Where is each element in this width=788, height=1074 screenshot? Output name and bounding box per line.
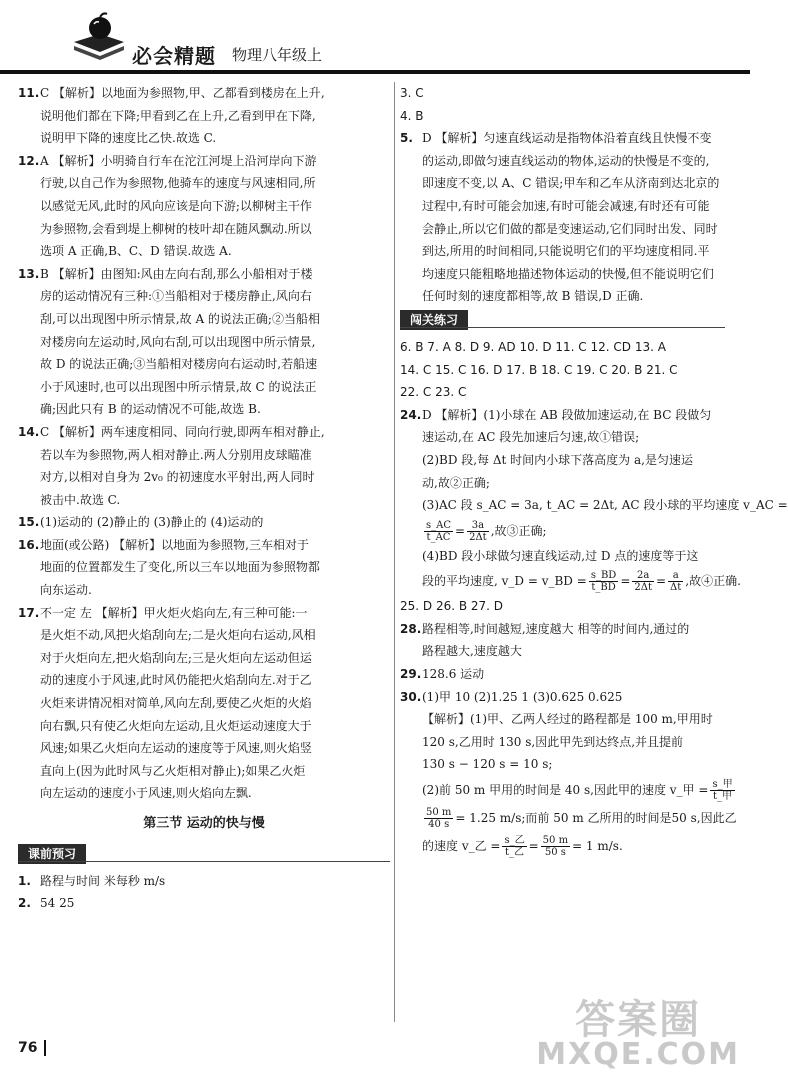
text-line: (1)甲 10 (2)1.25 1 (3)0.625 0.625	[422, 689, 623, 704]
formula-line: 段的平均速度, v_D = v_BD = $\frac{s\_BD}{t\_BD}$ = $\frac{2a}{2\Delta t}$ = $\frac{a}{\Delta t}$ ,故④正确.	[422, 570, 741, 594]
watermark	[536, 997, 740, 1072]
page-header	[0, 0, 750, 74]
text-line: 路程越大,速度越大	[422, 644, 522, 659]
numerator: a	[668, 570, 683, 582]
denominator: Δt	[670, 582, 682, 594]
answer-5	[400, 127, 725, 308]
item-number: 14.	[18, 424, 40, 439]
text-line: 被击中.故选 C.	[40, 492, 121, 507]
left-column	[18, 82, 390, 915]
text-line: D 【解析】(1)小球在 AB 段做加速运动,在 BC 段做匀	[422, 407, 712, 422]
answer-13	[18, 263, 390, 421]
text-line: 54 25	[40, 896, 75, 911]
denominator: t_乙	[505, 847, 525, 859]
text-line: 向左运动的速度小于风速,则火焰向左飘.	[40, 786, 252, 801]
answer-17	[18, 602, 390, 805]
text-line: 速运动,在 AC 段先加速后匀速,故①错误;	[422, 430, 640, 445]
text-line: A 【解析】小明骑自行车在沱江河堤上沿河岸向下游	[40, 153, 317, 168]
text-line: 即速度不变,以 A、C 错误;甲车和乙车从济南到达北京的	[422, 176, 720, 191]
text-line: (1)运动的 (2)静止的 (3)静止的 (4)运动的	[40, 515, 264, 530]
subject-title: 物理八年级上	[232, 46, 323, 64]
answer-16	[18, 534, 390, 602]
item-number: 2.	[18, 896, 31, 911]
fraction	[467, 520, 489, 543]
column-divider	[394, 82, 395, 1022]
text-line: 过程中,有时可能会加速,有时可能会减速,有时还有可能	[422, 198, 710, 213]
text-line: 选项 A 正确,B、C、D 错误.故选 A.	[40, 244, 232, 259]
text-line: (3)AC 段 s_AC = 3a, t_AC = 2Δt, AC 段小球的平均速度 v_AC =	[422, 498, 788, 513]
text-line: 小于风速时,也可以出现图中所示情景,故 C 的说法正	[40, 379, 317, 394]
item-number: 15.	[18, 515, 40, 530]
text-line: 路程与时间 米每秒 m/s	[40, 873, 166, 888]
page-number-bar	[44, 1040, 46, 1056]
item-number: 11.	[18, 86, 40, 100]
item-number: 16.	[18, 537, 40, 552]
text-line: 动的速度小于风速,此时风仍能把火焰刮向左.对于乙	[40, 673, 312, 688]
denominator: t_甲	[712, 791, 733, 803]
item-number: 24.	[400, 407, 422, 422]
formula-line	[422, 804, 737, 832]
item-number: 30.	[400, 689, 422, 704]
answer-row-25: 25. D 26. B 27. D	[400, 599, 504, 614]
preview-answer-1	[18, 870, 390, 893]
answer-14	[18, 421, 390, 511]
page-number: 76	[18, 1040, 38, 1056]
badge-rule	[400, 327, 725, 328]
text-line: 火炬来讲情况相对简单,风向左刮,要使乙火炬的火焰	[40, 696, 312, 711]
badge-rule	[18, 861, 390, 862]
text-line: 说明他们都在下降;甲看到乙在上升,乙看到甲在下降,	[40, 108, 316, 123]
text-line: 的运动,即做匀速直线运动的物体,运动的快慢是不变的,	[422, 153, 710, 168]
item-number: 28.	[400, 621, 422, 636]
formula-line: 的速度 v_乙 = $\frac{\text{s\_乙}}{\text{t\_乙}}$ = $\frac{50 m}{50 s}$ = 1 m/s.	[422, 835, 623, 859]
book-apple-icon	[70, 12, 128, 62]
text-line: C 【解析】以地面为参照物,甲、乙都看到楼房在上升,	[40, 86, 325, 100]
text-span: = 1.25 m/s;而前 50 m 乙所用的时间是50 s,因此乙	[455, 811, 737, 826]
numerator: s_乙	[504, 835, 525, 847]
brand-title: 必会精题	[132, 44, 216, 68]
fraction	[589, 570, 619, 593]
numerator: 50 m	[542, 835, 569, 847]
answer-row-2: 14. C 15. C 16. D 17. B 18. C 19. C 20. B 21. C	[400, 362, 678, 377]
fraction	[632, 570, 654, 593]
text-line: 128.6 运动	[422, 667, 485, 682]
item-number: 12.	[18, 153, 40, 168]
preview-badge-row	[18, 842, 390, 870]
drill-badge-row	[400, 308, 725, 336]
text-line: 任何时刻的速度都相等,故 B 错误,D 正确.	[422, 289, 644, 304]
fraction	[424, 807, 453, 830]
preview-answer-2	[18, 892, 390, 915]
text-line: 故 D 的说法正确;③当船相对楼房向右运动时,若船速	[40, 357, 318, 372]
numerator: s_AC	[426, 519, 452, 531]
text-line: 为参照物,会看到堤上柳树的枝叶却在随风飘动.所以	[40, 221, 312, 236]
fraction	[424, 520, 453, 543]
text-line: 对楼房向左运动时,风向右刮,可以出现图中所示情景,	[40, 334, 316, 349]
item-number: 13.	[18, 266, 40, 281]
denominator: t_AC	[426, 531, 451, 543]
text-line: 地面(或公路) 【解析】以地面为参照物,三车相对于	[40, 537, 309, 552]
text-line: 对于火炬向左,把火焰刮向左;三是火炬向左运动但运	[40, 650, 312, 665]
denominator: t_BD	[591, 582, 616, 594]
text-line: (4)BD 段小球做匀速直线运动,过 D 点的速度等于这	[422, 548, 699, 563]
text-line: 不一定 左 【解析】甲火炬火焰向左,有三种可能:一	[40, 605, 308, 620]
section-title: 第三节 运动的快与慢	[143, 816, 265, 831]
answer-12	[18, 150, 390, 263]
text-line: 对方,以相对自身为 2v₀ 的初速度水平射出,两人同时	[40, 470, 315, 485]
watermark-line-1: 答案圈	[575, 997, 702, 1043]
text-line: D 【解析】匀速直线运动是指物体沿着直线且快慢不变	[422, 131, 712, 146]
text-line: 地面的位置都发生了变化,所以三车以地面为参照物都	[40, 560, 320, 575]
answer-11	[18, 82, 390, 150]
text-line: 会静止,所以它们做的都是变速运动,它们同时出发、同时	[422, 221, 718, 236]
item-number: 29.	[400, 667, 422, 682]
answer-row-1: 6. B 7. A 8. D 9. AD 10. D 11. C 12. CD 13. A	[400, 339, 666, 354]
answer-24	[400, 404, 788, 596]
item-number: 5.	[400, 131, 413, 146]
answer-29	[400, 663, 725, 686]
numerator: 2a	[632, 570, 654, 582]
denominator: 40 s	[428, 819, 450, 831]
denominator: 2Δt	[634, 582, 652, 594]
text-line: 向东运动.	[40, 583, 92, 598]
text-span: ,故④正确.	[685, 574, 741, 589]
right-column	[400, 82, 788, 860]
text-line: 120 s,乙用时 130 s,因此甲先到达终点,并且提前	[422, 734, 684, 749]
answer-row-3: 22. C 23. C	[400, 385, 467, 400]
text-line: 若以车为参照物,两人相对静止.两人分别用皮球瞄准	[40, 447, 312, 462]
numerator: 3a	[467, 520, 489, 532]
numerator: s_甲	[712, 779, 733, 791]
denominator: 50 s	[544, 847, 566, 859]
text-line: 风速;如果乙火炬向左运动的速度等于风速,则火焰竖	[40, 741, 312, 756]
item-number: 1.	[18, 873, 31, 888]
numerator: 50 m	[426, 807, 452, 819]
text-line: 【解析】(1)甲、乙两人经过的路程都是 100 m,甲用时	[422, 712, 713, 727]
text-span: = 1 m/s.	[572, 839, 623, 854]
text-line: 房的运动情况有三种:①当船相对于楼房静止,风向右	[40, 289, 312, 304]
text-line: 路程相等,时间越短,速度越大 相等的时间内,通过的	[422, 621, 690, 636]
denominator: 2Δt	[469, 531, 487, 543]
answer-3: 3. C	[400, 86, 424, 100]
text-span: ,故③正确;	[490, 523, 547, 538]
text-line: 确;因此只有 B 的运动情况不可能,故选 B.	[40, 402, 261, 417]
text-span: (2)前 50 m 甲用的时间是 40 s,因此甲的速度 v_甲 =	[422, 783, 709, 798]
answer-30	[400, 686, 737, 860]
text-line: 向右飘,只有使乙火炬向左运动,且火炬运动速度大于	[40, 718, 312, 733]
formula-line	[422, 776, 733, 804]
text-line: 动,故②正确;	[422, 475, 490, 490]
text-line: 均速度只能粗略地描述物体运动的快慢,但不能说明它们	[422, 266, 714, 281]
fraction	[502, 835, 526, 858]
text-line: 直向上(因为此时风与乙火炬相对静止);如果乙火炬	[40, 763, 306, 778]
text-span: 段的平均速度, v_D = v_BD =	[422, 574, 587, 589]
numerator: s_BD	[590, 570, 617, 582]
fraction	[541, 835, 570, 858]
text-line: 是火炬不动,风把火焰刮向左;二是火炬向右运动,风相	[40, 628, 316, 643]
text-line: 说明甲下降的速度比乙快.故选 C.	[40, 131, 217, 146]
formula-line: $\frac{s\_AC}{t\_AC}$ = $\frac{3a}{2\Delta t}$ ,故③正确;	[426, 519, 547, 543]
answer-15	[18, 511, 390, 534]
fraction	[710, 779, 734, 802]
item-number: 17.	[18, 605, 40, 620]
watermark-line-2: MXQE.COM	[536, 1037, 740, 1072]
text-line: 到达,所用的时间相同,只能说明它们的平均速度相同.平	[422, 244, 710, 259]
text-line: B 【解析】由图知:风由左向右刮,那么小船相对于楼	[40, 266, 313, 281]
answer-4: 4. B	[400, 108, 424, 123]
drill-badge: 闯关练习	[400, 310, 468, 330]
text-span: 的速度 v_乙 =	[422, 839, 501, 854]
preview-badge: 课前预习	[18, 844, 86, 864]
text-line: C 【解析】两车速度相同、同向行驶,即两车相对静止,	[40, 424, 325, 439]
text-line: (2)BD 段,每 Δt 时间内小球下落高度为 a,是匀速运	[422, 452, 693, 467]
fraction	[668, 570, 683, 593]
header-rule	[0, 70, 750, 74]
text-line: 以感觉无风,此时的风向应该是向下游;以柳树主干作	[40, 198, 312, 213]
text-line: 行驶,以自己作为参照物,他骑车的速度与风速相同,所	[40, 176, 316, 191]
text-line: 刮,可以出现图中所示情景,故 A 的说法正确;②当船相	[40, 311, 320, 326]
answer-28	[400, 618, 725, 663]
text-line: 130 s − 120 s = 10 s;	[422, 757, 553, 772]
